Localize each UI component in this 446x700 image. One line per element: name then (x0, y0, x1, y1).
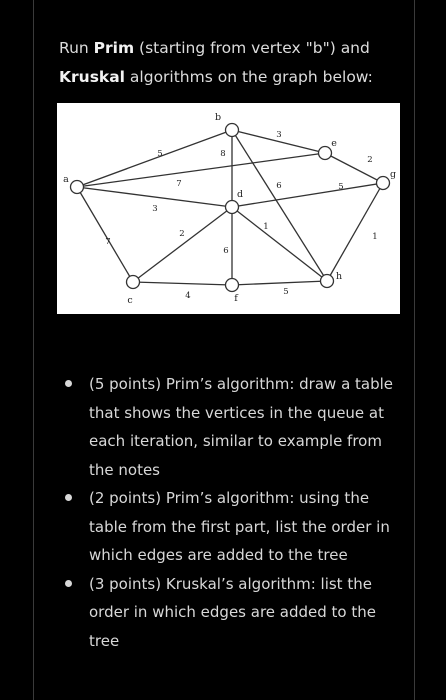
vertex-label-f: f (234, 293, 238, 304)
vertex-f (226, 279, 239, 292)
vertex-label-c: c (127, 295, 133, 306)
vertex-c (127, 276, 140, 289)
vertex-h (321, 275, 334, 288)
vertex-e (319, 147, 332, 160)
graph-svg (57, 103, 400, 314)
edge-d-g (232, 183, 383, 207)
task-item-prim-edges (57, 484, 402, 570)
intro-end: algorithms on the graph below: (125, 68, 373, 86)
edge-e-g (325, 153, 383, 183)
vertex-g (377, 177, 390, 190)
edge-weight-d-c: 2 (179, 229, 185, 239)
intro-run: Run (59, 39, 94, 57)
edge-weight-h-g: 1 (372, 232, 378, 242)
task-list (57, 370, 402, 655)
edge-a-b (77, 130, 232, 187)
vertex-d (226, 201, 239, 214)
intro-mid: (starting from vertex "b") and (134, 39, 370, 57)
prim-label: Prim (93, 39, 135, 57)
vertex-b (226, 124, 239, 137)
vertex-label-g: g (389, 169, 397, 180)
task-text: (2 points) Prim’s algorithm: using the table from the first part, list the order in which edges are added to the tree (89, 489, 390, 564)
edge-weight-d-h: 1 (263, 222, 269, 232)
task-item-kruskal-edges (57, 570, 402, 656)
edge-weight-d-f: 6 (223, 246, 229, 256)
edge-weight-a-e: 7 (176, 179, 182, 189)
edge-weight-d-g: 5 (338, 182, 344, 192)
edge-f-h (232, 281, 327, 285)
edge-weight-b-d: 8 (220, 149, 226, 159)
task-text: (5 points) Prim’s algorithm: draw a table that shows the vertices in the queue at each iteration, similar to example from the notes (89, 375, 394, 479)
question-text (59, 34, 399, 92)
edge-weight-b-h: 6 (276, 181, 282, 191)
bullet-icon (65, 580, 72, 587)
edge-b-h (232, 130, 327, 281)
edge-a-e (77, 153, 325, 187)
vertex-label-e: e (331, 138, 337, 149)
edge-d-c (133, 207, 232, 282)
vertex-label-h: h (335, 271, 343, 282)
edge-weight-a-b: 5 (157, 149, 163, 159)
task-item-prim-table (57, 370, 402, 484)
kruskal-label: Kruskal (59, 68, 125, 86)
edge-weight-b-e: 3 (276, 130, 282, 140)
vertex-a (71, 181, 84, 194)
content-panel (33, 0, 415, 700)
edge-weight-e-g: 2 (367, 155, 373, 165)
bullet-icon (65, 494, 72, 501)
edge-weight-a-c: 7 (105, 237, 111, 247)
edge-weight-f-h: 5 (283, 287, 289, 297)
edge-a-c (77, 187, 133, 282)
vertex-label-b: b (214, 112, 222, 123)
task-text: (3 points) Kruskal’s algorithm: list the order in which edges are added to the tree (89, 574, 376, 650)
edge-weight-a-d: 3 (152, 204, 158, 214)
edge-c-f (133, 282, 232, 285)
edge-weight-c-f: 4 (185, 291, 191, 301)
vertex-label-d: d (236, 189, 244, 200)
graph-figure (57, 103, 400, 314)
edge-d-h (232, 207, 327, 281)
bullet-icon (65, 380, 72, 387)
vertex-label-a: a (63, 174, 69, 185)
